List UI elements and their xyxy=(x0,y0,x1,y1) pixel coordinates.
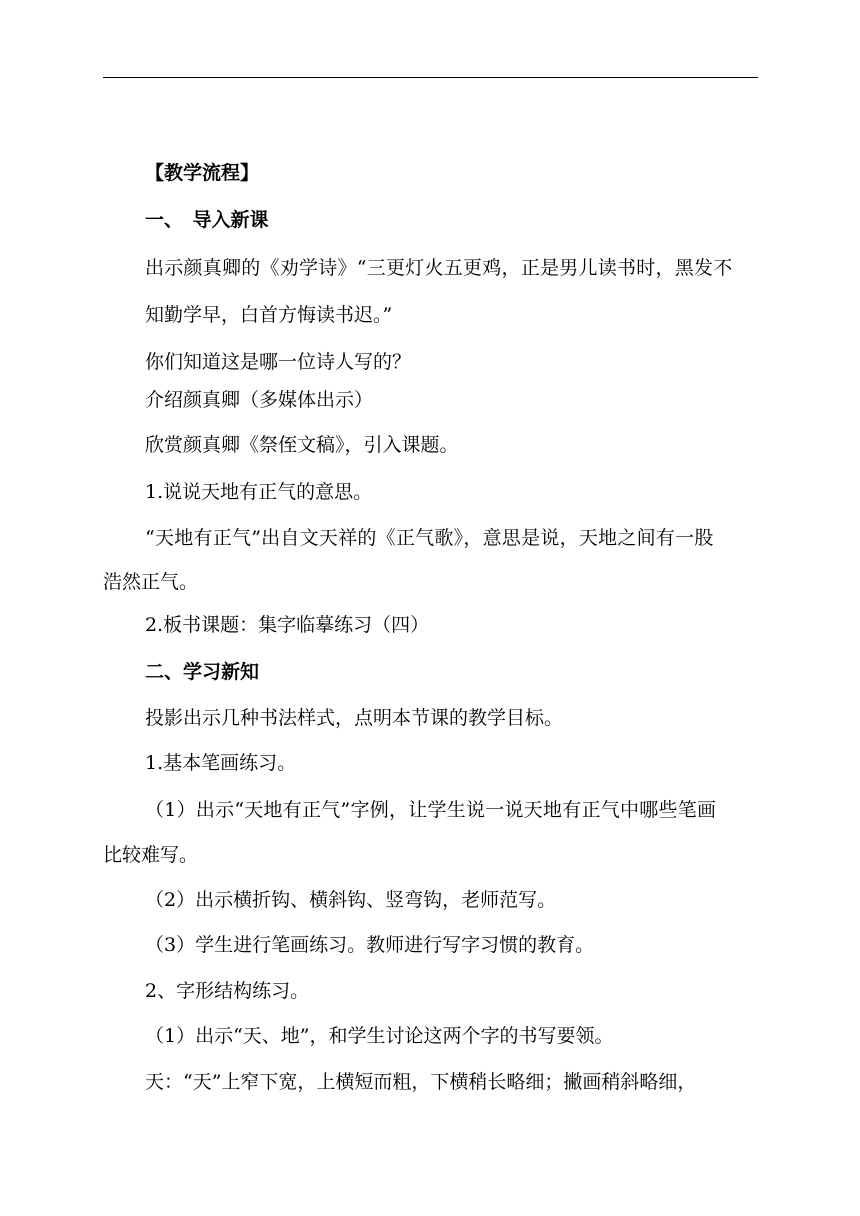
section-title: 【教学流程】 xyxy=(145,162,260,184)
paragraph-demo: （2）出示横折钩、横斜钩、竖弯钩，老师范写。 xyxy=(145,889,557,911)
paragraph-step-1: 1.说说天地有正气的意思。 xyxy=(145,481,373,503)
paragraph-appreciate: 欣赏颜真卿《祭侄文稿》，引入课题。 xyxy=(145,434,459,456)
paragraph-stroke-practice: 1.基本笔画练习。 xyxy=(145,752,297,774)
paragraph-step-2: 2.板书课题：集字临摹练习（四） xyxy=(145,614,430,636)
paragraph-discuss: （1）出示“天、地”，和学生讨论这两个字的书写要领。 xyxy=(145,1025,614,1047)
paragraph-poem-line1: 出示颜真卿的《劝学诗》“三更灯火五更鸡，正是男儿读书时，黑发不 xyxy=(145,257,733,279)
heading-intro: 一、 导入新课 xyxy=(145,209,269,231)
paragraph-student-practice: （3）学生进行笔画练习。教师进行写字习惯的教育。 xyxy=(145,934,595,956)
paragraph-projection: 投影出示几种书法样式，点明本节课的教学目标。 xyxy=(145,707,564,729)
paragraph-meaning-line2: 浩然正气。 xyxy=(103,571,199,593)
paragraph-structure-practice: 2、字形结构练习。 xyxy=(145,980,310,1002)
paragraph-poem-line2: 知勤学早，白首方悔读书迟。” xyxy=(145,304,393,326)
paragraph-example-line2: 比较难写。 xyxy=(103,844,199,866)
paragraph-intro-poet: 介绍颜真卿（多媒体出示） xyxy=(145,389,374,411)
paragraph-tian-analysis: 天：“天”上窄下宽，上横短而粗，下横稍长略细；撇画稍斜略细， xyxy=(145,1071,697,1093)
header-rule xyxy=(103,77,758,78)
paragraph-example-line1: （1）出示“天地有正气”字例，让学生说一说天地有正气中哪些笔画 xyxy=(145,799,717,821)
heading-new-knowledge: 二、学习新知 xyxy=(145,661,260,683)
paragraph-question: 你们知道这是哪一位诗人写的？ xyxy=(145,351,412,373)
paragraph-meaning-line1: “天地有正气”出自文天祥的《正气歌》，意思是说，天地之间有一股 xyxy=(145,527,714,549)
